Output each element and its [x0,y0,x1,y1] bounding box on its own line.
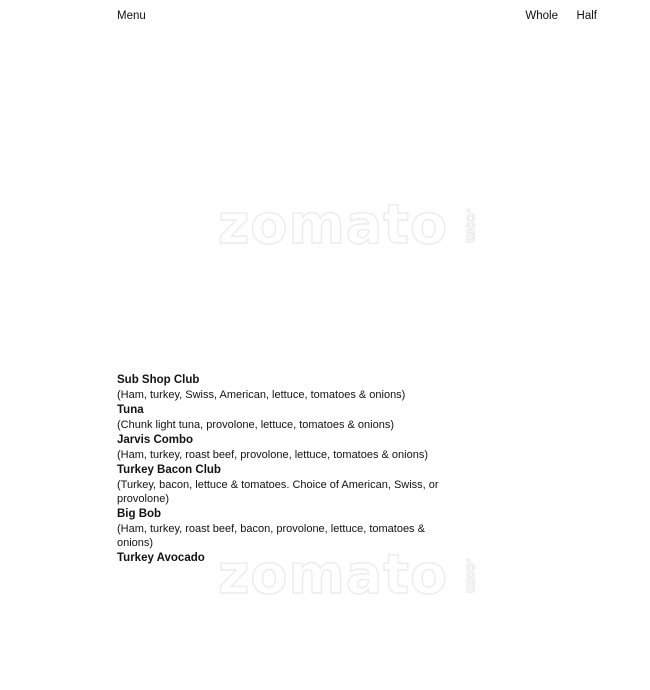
item-name [117,219,472,234]
item-name-block [117,463,472,507]
item-price-whole [472,69,558,84]
item-price-whole [472,234,558,249]
item-price-whole [472,658,558,673]
item-price-half [558,294,650,309]
item-price-whole [472,403,558,433]
item-price-half [558,309,650,324]
item-description: (Turkey, bacon, lettuce & tomatoes. Choice of American, Swiss, or provolone) [117,479,439,505]
item-price-whole [472,339,558,354]
item-name [117,114,472,129]
item-name [117,339,472,354]
item-name-block [117,403,472,433]
item-price-whole [472,433,558,463]
item-name-block [117,551,472,567]
item-name [117,643,472,658]
item-price-whole [472,249,558,264]
item-code [0,551,117,567]
item-price-whole [472,294,558,309]
item-name [117,264,472,279]
item-price-whole [472,598,558,613]
item-code [0,643,117,658]
table-row [0,24,650,39]
item-price-half [558,159,650,174]
item-code [0,373,117,403]
item-code [0,628,117,643]
item-price-whole [472,583,558,598]
item-name [117,189,472,204]
item-price-half [558,279,650,294]
item-price-whole [472,204,558,219]
table-row [0,294,650,309]
item-price-whole [472,129,558,144]
item-code [0,598,117,613]
item-price-half [558,99,650,114]
item-code [0,658,117,673]
item-price-half [558,144,650,159]
table-row [0,373,650,403]
item-price-whole [472,264,558,279]
item-name [117,628,472,643]
item-description: (Ham, turkey, Swiss, American, lettuce, tomatoes & onions) [117,389,406,401]
column-header-code [0,0,117,24]
item-price-half [558,54,650,69]
item-price-half [558,339,650,354]
table-row [0,99,650,114]
item-description: (Ham, turkey, roast beef, bacon, provolone, lettuce, tomatoes & onions) [117,523,425,549]
item-name [117,204,472,219]
item-price-whole [472,54,558,69]
item-price-half [558,324,650,339]
table-row [0,463,650,507]
table-row [0,234,650,249]
watermark-tld: .com [463,207,479,243]
item-price-half [558,264,650,279]
item-code [0,583,117,598]
item-name [117,159,472,174]
item-name [117,598,472,613]
item-price-whole [472,324,558,339]
item-code [0,39,117,54]
item-price-whole [472,144,558,159]
item-price-whole [472,159,558,174]
table-row [0,507,650,551]
table-row [0,403,650,433]
item-name [117,129,472,144]
item-price-half [558,249,650,264]
item-code [0,294,117,309]
item-name [117,613,472,628]
table-row [0,249,650,264]
table-row [0,219,650,234]
item-code [0,309,117,324]
item-code [0,159,117,174]
item-code [0,433,117,463]
table-row [0,129,650,144]
item-price-half [558,129,650,144]
item-price-half [558,234,650,249]
item-price-half [558,463,650,507]
item-code [0,174,117,189]
table-row [0,54,650,69]
item-code [0,264,117,279]
item-name: Turkey Bacon Club [117,464,221,476]
item-name: Turkey Avocado [117,552,205,564]
item-code [0,84,117,99]
item-price-whole [472,279,558,294]
item-code [0,114,117,129]
spacer-cell [0,567,650,583]
item-price-whole [472,219,558,234]
watermark-word: zomato [218,543,449,606]
table-row [0,309,650,324]
item-price-half [558,658,650,673]
table-row [0,144,650,159]
table-row [0,204,650,219]
item-price-whole [472,189,558,204]
item-price-half [558,39,650,54]
table-row [0,324,650,339]
item-code [0,144,117,159]
item-code [0,99,117,114]
item-price-whole [472,24,558,39]
section-spacer [0,567,650,583]
item-name [117,84,472,99]
table-row [0,551,650,567]
item-code [0,613,117,628]
item-price-whole [472,39,558,54]
item-name [117,39,472,54]
item-price-whole [472,309,558,324]
item-code [0,54,117,69]
item-description: (Ham, turkey, roast beef, provolone, lettuce, tomatoes & onions) [117,449,429,461]
item-price-whole [472,99,558,114]
table-row [0,69,650,84]
table-row [0,159,650,174]
numbered-items-body [0,24,650,354]
item-price-whole [472,174,558,189]
item-price-whole [472,551,558,567]
item-code [0,24,117,39]
item-code [0,234,117,249]
item-code [0,463,117,507]
item-name [117,99,472,114]
item-price-half [558,507,650,551]
section-spacer [0,354,650,373]
item-name [117,69,472,84]
table-row [0,658,650,673]
item-price-whole [472,613,558,628]
watermark-word: zomato [218,193,449,256]
column-header-half: Half [576,10,597,22]
item-code [0,219,117,234]
table-row [0,174,650,189]
item-price-whole [472,84,558,99]
table-row [0,279,650,294]
item-name-block [117,373,472,403]
item-description: (Chunk light tuna, provolone, lettuce, tomatoes & onions) [117,419,394,431]
table-row [0,628,650,643]
watermark-tld: .com [463,557,479,593]
item-name-block [117,507,472,551]
item-price-half [558,69,650,84]
item-code [0,249,117,264]
item-price-half [558,84,650,99]
table-row [0,339,650,354]
table-header-row [0,0,650,24]
item-price-half [558,583,650,598]
item-price-whole [472,373,558,403]
item-price-half [558,189,650,204]
item-name [117,294,472,309]
table-row [0,433,650,463]
item-price-half [558,403,650,433]
item-price-half [558,598,650,613]
table-row [0,583,650,598]
item-name: Big Bob [117,508,162,520]
table-row [0,39,650,54]
spacer-cell [0,354,650,373]
item-price-half [558,373,650,403]
item-code [0,204,117,219]
item-code [0,339,117,354]
table-row [0,598,650,613]
item-price-half [558,114,650,129]
item-name [117,54,472,69]
column-header-whole: Whole [525,10,558,22]
item-price-half [558,628,650,643]
extras-body [0,567,650,673]
special-items-body [0,354,650,567]
item-code [0,324,117,339]
table-row [0,613,650,628]
item-price-half [558,204,650,219]
item-price-half [558,174,650,189]
table-row [0,643,650,658]
item-code [0,69,117,84]
item-price-half [558,551,650,567]
item-name: Tuna [117,404,144,416]
item-price-whole [472,628,558,643]
table-row [0,189,650,204]
table-row [0,114,650,129]
item-price-whole [472,463,558,507]
item-price-whole [472,643,558,658]
item-name [117,279,472,294]
item-price-whole [472,507,558,551]
item-price-half [558,643,650,658]
item-code [0,129,117,144]
item-name [117,144,472,159]
item-price-half [558,433,650,463]
item-code [0,507,117,551]
table-row [0,264,650,279]
item-name-block [117,433,472,463]
item-price-half [558,24,650,39]
item-name [117,324,472,339]
column-header-menu: Menu [117,10,146,22]
item-name [117,24,472,39]
item-code [0,403,117,433]
item-name: Sub Shop Club [117,374,200,386]
item-code [0,279,117,294]
item-name [117,658,472,673]
table-row [0,84,650,99]
item-price-whole [472,114,558,129]
item-price-half [558,219,650,234]
item-name [117,249,472,264]
item-name [117,309,472,324]
item-price-half [558,613,650,628]
item-name: Jarvis Combo [117,434,194,446]
item-name [117,234,472,249]
item-code [0,189,117,204]
item-name [117,174,472,189]
item-name [117,583,472,598]
table-header [0,0,650,24]
